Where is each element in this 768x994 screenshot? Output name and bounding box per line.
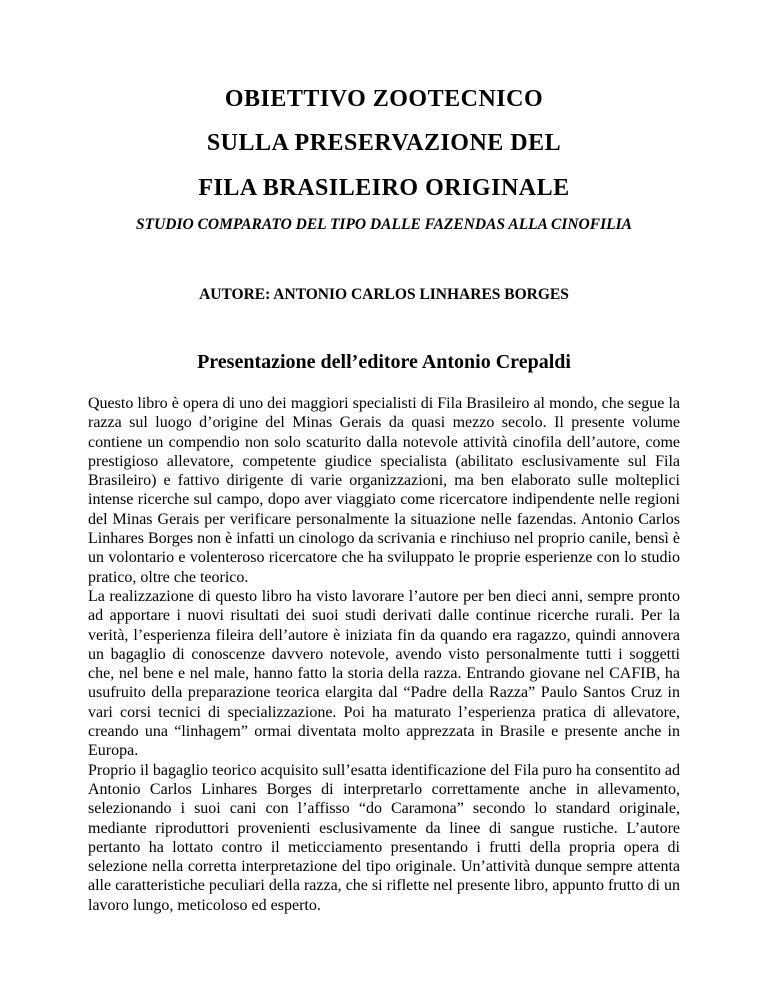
paragraph: La realizzazione di questo libro ha visto lavorare l’autore per ben dieci anni, sempre pronto ad apportare i nuovi risultati dei suoi studi derivati dalle continue ricerche rurali. Per la verità, l’esperienza fileira dell’autore è iniziata fin da quando era ragazzo, quindi annovera un bagaglio di conoscenze davvero notevole, avendo visto personalmente tutti i soggetti che, nel bene e nel male, hanno fatto la storia della razza. Entrando giovane nel CAFIB, ha usufruito della preparazione teorica elargita dal “Padre della Razza” Paulo Santos Cruz in vari corsi tecnici di specializzazione. Poi ha maturato l’esperienza pratica di allevatore, creando una “linhagem” ormai diventata molto apprezzata in Brasile e presente anche in Europa.	[88, 587, 680, 760]
paragraph: Questo libro è opera di uno dei maggiori specialisti di Fila Brasileiro al mondo, che segue la razza sul luogo d’origine del Minas Gerais da quasi mezzo secolo. Il presente volume contiene un compendio non solo scaturito dalla notevole attività cinofila dell’autore, come prestigioso allevatore, competente giudice specialista (abilitato esclusivamente sul Fila Brasileiro) e fattivo dirigente di varie organizzazioni, ma ben elaborato sulle molteplici intense ricerche sul campo, dopo aver viaggiato come ricercatore indipendente nelle regioni del Minas Gerais per verificare personalmente la situazione nelle fazendas. Antonio Carlos Linhares Borges non è infatti un cinologo da scrivania e rinchiuso nel proprio canile, bensì è un volontario e volenteroso ricercatore che ha sviluppato le proprie esperienze con lo studio pratico, oltre che teorico.	[88, 395, 680, 586]
paragraph: Proprio il bagaglio teorico acquisito sull’esatta identificazione del Fila puro ha consentito ad Antonio Carlos Linhares Borges di interpretarlo correttamente anche in allevamento, selezionando i suoi cani con l’affisso “do Caramona” secondo lo standard originale, mediante riproduttori provenienti esclusivamente da linee di sangue rustiche. L’autore pertanto ha lottato contro il meticciamento presentando i frutti della propria opera di selezione nella corretta interpretazione del tipo originale. Un’attività dunque sempre attenta alle caratteristiche peculiari della razza, che si riflette nel presente libro, appunto frutto di un lavoro lungo, meticoloso ed esperto.	[88, 761, 680, 914]
body-text	[88, 394, 680, 915]
title-line-3: FILA BRASILEIRO ORIGINALE	[198, 175, 570, 201]
author-line: AUTORE: ANTONIO CARLOS LINHARES BORGES	[199, 286, 569, 303]
title-line-1: OBIETTIVO ZOOTECNICO	[224, 86, 544, 112]
title-line-2: SULLA PRESERVAZIONE DEL	[206, 130, 562, 156]
section-heading: Presentazione dell’editore Antonio Crepaldi	[197, 351, 571, 373]
subtitle: STUDIO COMPARATO DEL TIPO DALLE FAZENDAS ALLA CINOFILIA	[136, 216, 632, 233]
